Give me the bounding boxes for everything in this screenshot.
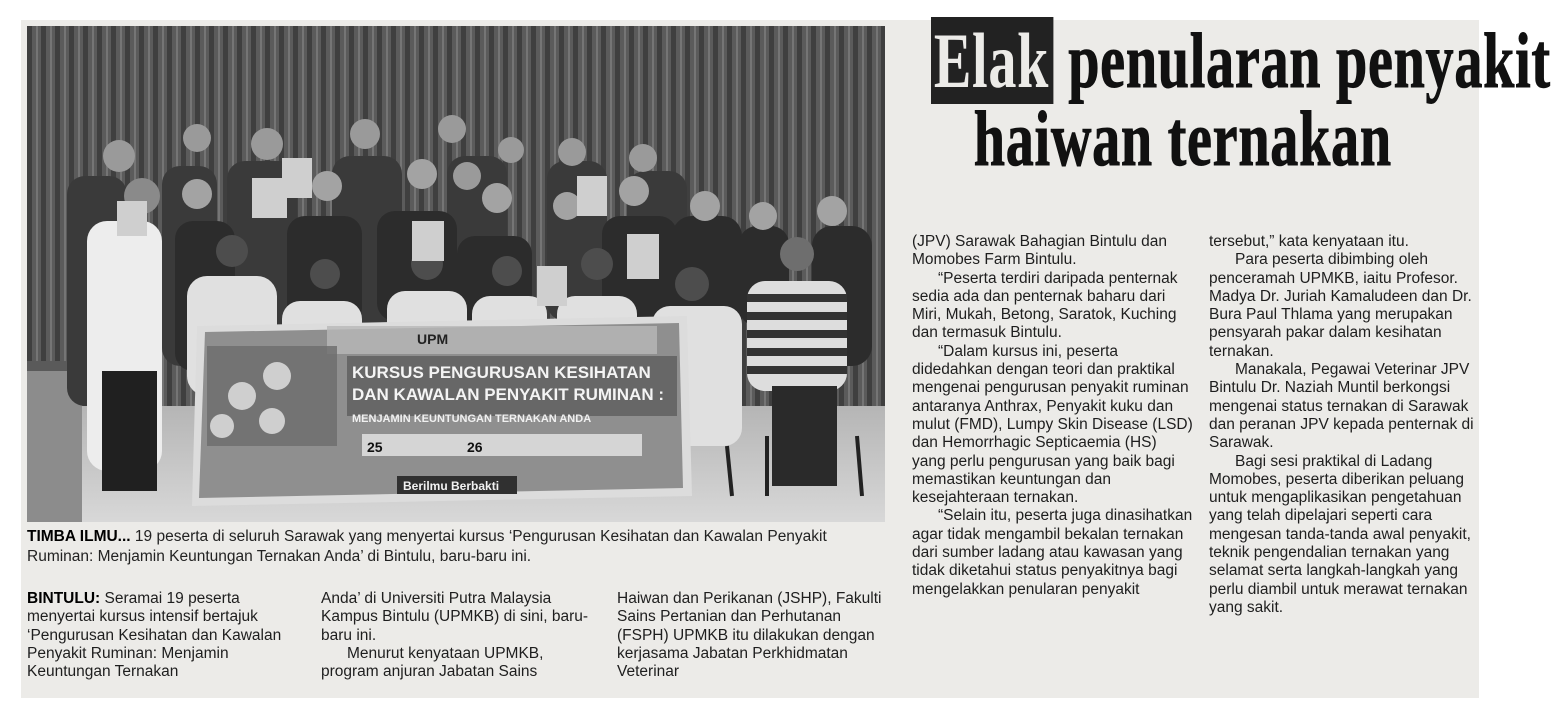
banner-day-2: 26	[467, 439, 483, 455]
article-column-3	[617, 590, 887, 681]
banner-title-1: KURSUS PENGURUSAN KESIHATAN	[352, 363, 651, 382]
column-4-para-3: “Dalam kursus ini, peserta didedahkan dengan teori dan praktikal mengenai pengurusan penyakit ruminan antaranya Anthrax, Penyakit kuku dan mulut (FMD), Lumpy Skin Disease (LSD) dan Hemorrhagic Septicaemia (HS) yang perlu pengurusan yang baik bagi memastikan keuntungan dan kesejahteraan ternakan.	[912, 342, 1193, 507]
newspaper-clipping	[21, 17, 1551, 698]
column-4-para-2: “Peserta terdiri daripada penternak sedia ada dan penternak baharu dari Miri, Mukah, Betong, Saratok, Kuching dan termasuk Bintulu.	[912, 269, 1178, 342]
banner-day-1: 25	[367, 439, 383, 455]
column-2-para-2: Menurut kenyataan UPMKB, program anjuran Jabatan Sains	[321, 644, 544, 681]
headline-line-1-rest: penularan penyakit	[1068, 17, 1551, 104]
column-5-para-2: Para peserta dibimbing oleh penceramah UPMKB, iaitu Profesor. Madya Dr. Juriah Kamaludeen dan Dr. Bura Paul Thlama yang merupakan pensyarah pakar dalam kesihatan ternakan.	[1209, 251, 1472, 360]
article-column-4	[912, 233, 1194, 599]
headline-line-1	[931, 17, 1551, 104]
headline	[931, 17, 1551, 182]
column-4-para-1: (JPV) Sarawak Bahagian Bintulu dan Momobes Farm Bintulu.	[912, 233, 1168, 269]
dateline: BINTULU:	[27, 590, 101, 607]
banner-slogan: Berilmu Berbakti	[403, 479, 500, 493]
headline-line-2: haiwan ternakan	[973, 95, 1392, 182]
article-column-2	[321, 590, 591, 681]
column-5-para-3: Manakala, Pegawai Veterinar JPV Bintulu Dr. Naziah Muntil berkongsi mengenai status ternakan di Sarawak dan peranan JPV kepada penternak di Sarawak.	[1209, 361, 1474, 452]
course-banner	[192, 316, 692, 506]
article-column-1	[27, 590, 297, 681]
article-column-5	[1209, 233, 1479, 617]
headline-first-word: Elak	[931, 17, 1053, 104]
photo-caption	[27, 527, 883, 567]
caption-lead: TIMBA ILMU...	[27, 528, 131, 545]
group-photo	[27, 26, 885, 522]
column-4-para-4: “Selain itu, peserta juga dinasihatkan agar tidak mengambil bekalan ternakan dari sumber ladang atau kawasan yang tidak diketahui status penyakitnya bagi mengelakkan penularan penyakit	[912, 507, 1193, 598]
column-5-para-4: Bagi sesi praktikal di Ladang Momobes, peserta diberikan peluang untuk mengaplikasikan pengetahuan yang telah dipelajari seperti cara mengesan tanda-tanda awal penyakit, teknik pengendalian ternakan yang selamat serta langkah-langkah yang perlu diambil untuk merawat ternakan yang sakit.	[1209, 452, 1471, 616]
column-1-para-1: Seramai 19 peserta menyertai kursus intensif bertajuk ‘Pengurusan Kesihatan dan Kawalan Penyakit Ruminan: Menjamin Keuntungan Ternakan	[27, 590, 282, 681]
banner-subtitle: MENJAMIN KEUNTUNGAN TERNAKAN ANDA	[352, 413, 592, 425]
caption-text: 19 peserta di seluruh Sarawak yang menyertai kursus ‘Pengurusan Kesihatan dan Kawalan Penyakit Ruminan: Menjamin Keuntungan Ternakan Anda’ di Bintulu, baru-baru ini.	[27, 528, 827, 565]
column-5-para-1: tersebut,” kata kenyataan itu.	[1209, 233, 1409, 250]
column-2-para-1: Anda’ di Universiti Putra Malaysia Kampus Bintulu (UPMKB) di sini, baru-baru ini.	[321, 590, 589, 644]
banner-brand: UPM	[417, 331, 449, 347]
column-3-para-1: Haiwan dan Perikanan (JSHP), Fakulti Sains Pertanian dan Perhutanan (FSPH) UPMKB itu dilakukan dengan kerjasama Jabatan Perkhidmatan Veterinar	[617, 590, 882, 681]
banner-title-2: DAN KAWALAN PENYAKIT RUMINAN :	[352, 385, 664, 404]
